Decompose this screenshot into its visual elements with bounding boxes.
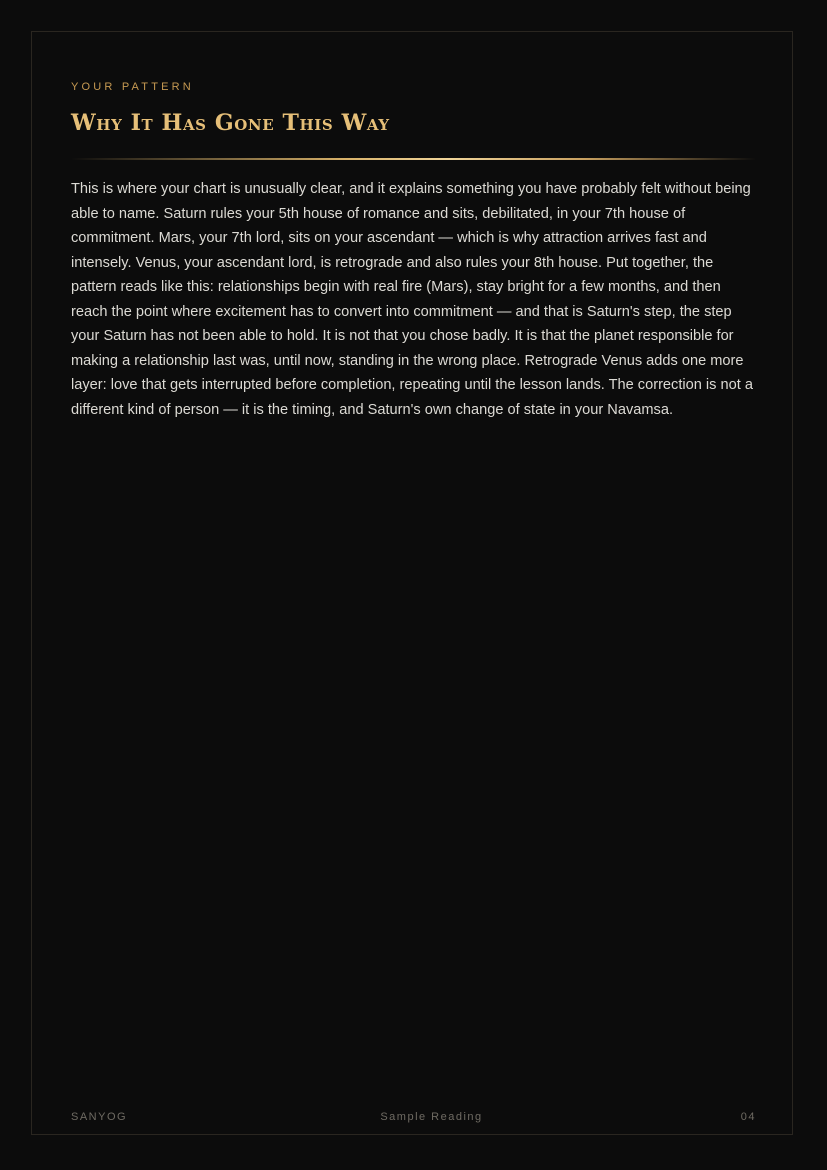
footer-label: Sample Reading — [380, 1111, 483, 1123]
page-title: Why It Has Gone This Way — [71, 110, 390, 136]
page-number: 04 — [740, 1111, 756, 1123]
section-eyebrow: YOUR PATTERN — [71, 81, 194, 93]
body-paragraph: This is where your chart is unusually clear, and it explains something you have probably felt without being able to name. Saturn rules your 5th house of romance and sits, debilitated, in your 7th house of commitment. Mars, your 7th lord, sits on your ascendant — which is why attraction arrives fast and intensely. Venus, your ascendant lord, is retrograde and also rules your 8th house. Put together, the pattern reads like this: relationships begin with real fire (Mars), stay bright for a few months, and then reach the point where excitement has to convert into commitment — and that is Saturn's step, the step your Saturn has not been able to hold. It is not that you chose badly. It is that the planet responsible for making a relationship last was, until now, standing in the wrong place. Retrograde Venus adds one more layer: love that gets interrupted before completion, repeating until the lesson lands. The correction is not a different kind of person — it is the timing, and Saturn's own change of state in your Navamsa. — [71, 181, 753, 418]
gold-divider — [71, 158, 756, 160]
footer-brand: SANYOG — [71, 1111, 128, 1123]
